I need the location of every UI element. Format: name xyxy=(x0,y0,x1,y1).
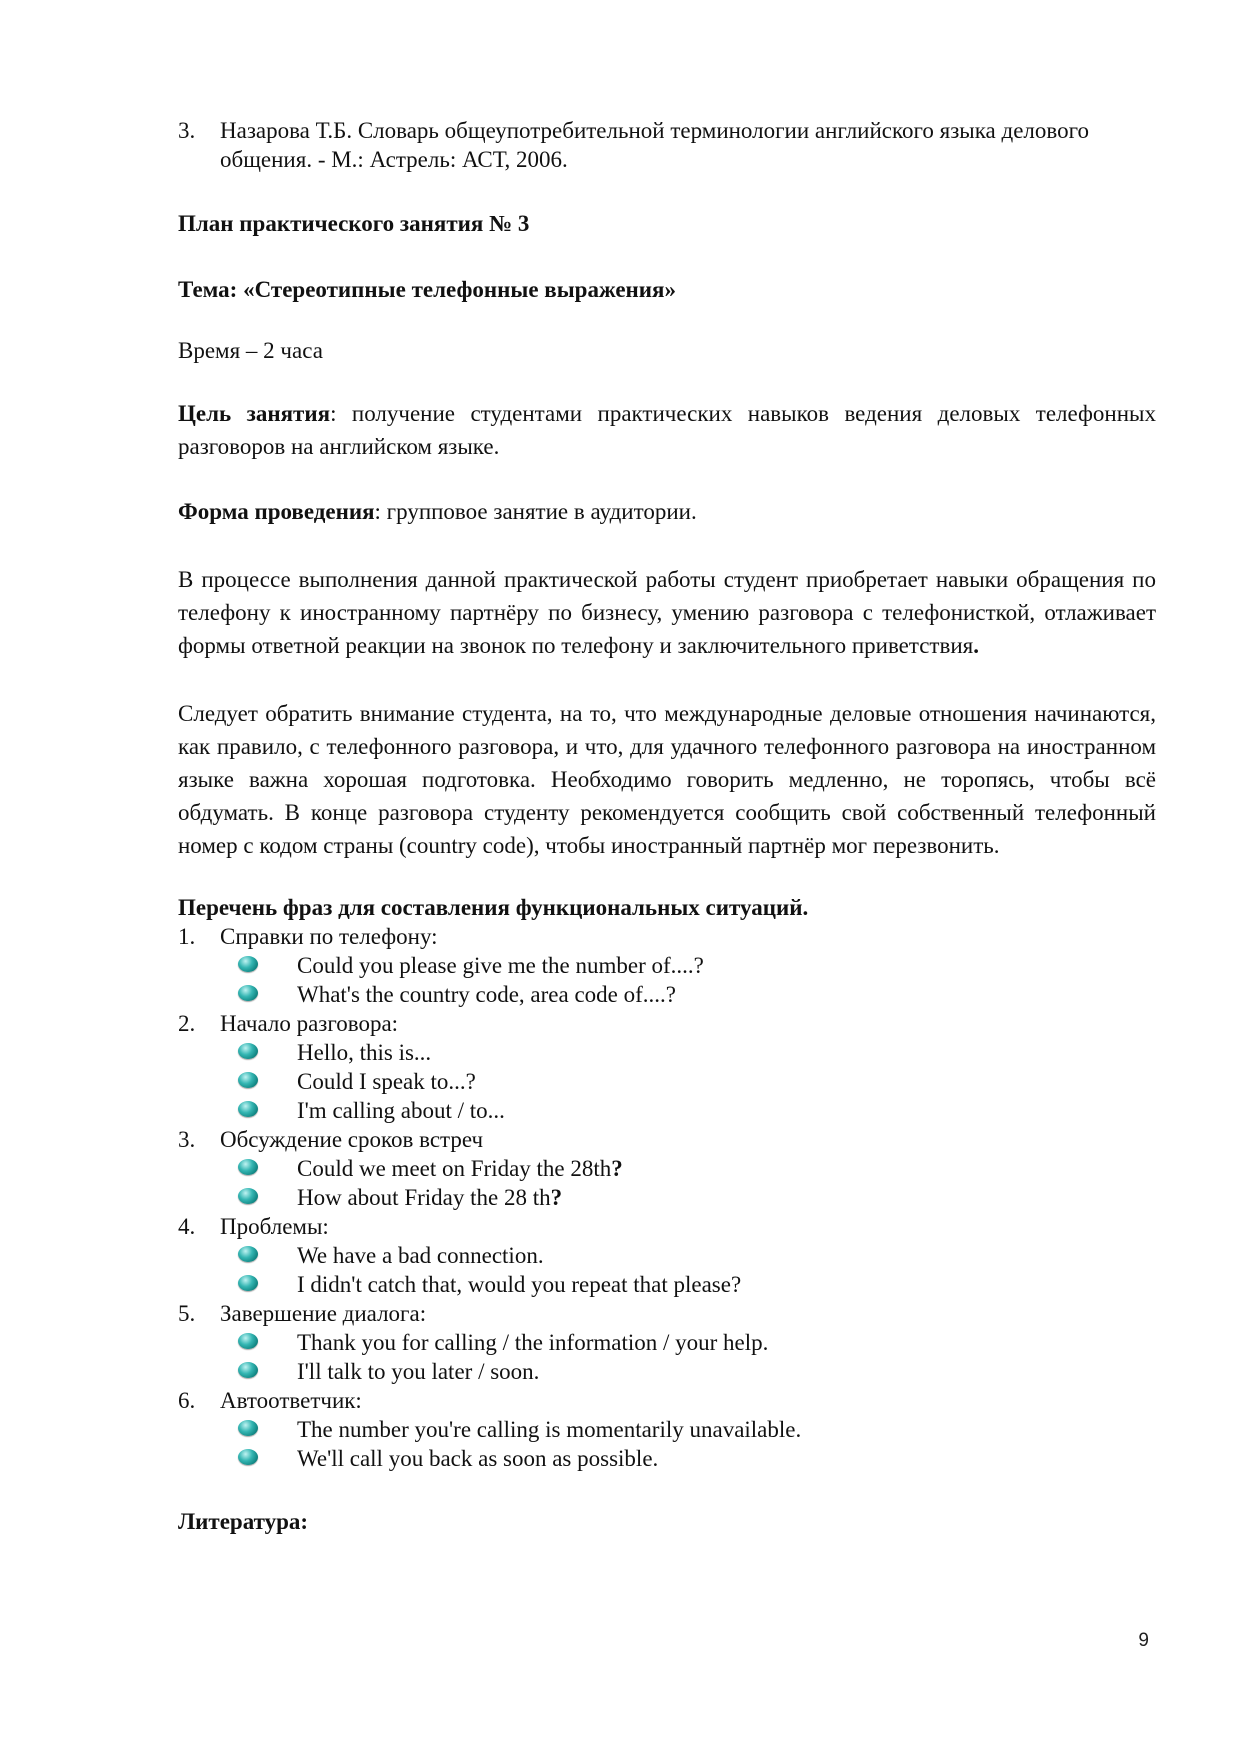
phrase-text: I didn't catch that, would you repeat that please? xyxy=(297,1272,742,1297)
page-number: 9 xyxy=(1138,1630,1149,1651)
phrase-text: Could I speak to...? xyxy=(297,1069,476,1094)
process-paragraph xyxy=(178,563,1156,662)
teal-bullet-icon xyxy=(238,1420,258,1436)
phrase-item xyxy=(178,980,1156,1009)
phrase-text: I'll talk to you later / soon. xyxy=(297,1359,540,1384)
section-number: 2. xyxy=(178,1011,196,1036)
teal-bullet-icon xyxy=(238,1362,258,1378)
document-page xyxy=(178,116,1156,1536)
teal-bullet-icon xyxy=(238,1043,258,1059)
section-item xyxy=(178,922,1156,951)
section-item xyxy=(178,1009,1156,1038)
phrase-text: The number you're calling is momentarily unavailable. xyxy=(297,1417,802,1442)
teal-bullet-icon xyxy=(238,1449,258,1465)
literature-title: Литература: xyxy=(178,1509,309,1534)
phrase-text: We'll call you back as soon as possible. xyxy=(297,1446,659,1471)
phrase-text: Could we meet on Friday the 28th xyxy=(297,1156,612,1181)
goal-paragraph xyxy=(178,397,1156,463)
section-title: Обсуждение сроков встреч xyxy=(220,1127,484,1152)
phrase-item xyxy=(178,1444,1156,1473)
teal-bullet-icon xyxy=(238,1159,258,1175)
form-paragraph xyxy=(178,495,1156,528)
phrase-item xyxy=(178,1096,1156,1125)
section-item xyxy=(178,1299,1156,1328)
phrase-item xyxy=(178,1183,1156,1212)
phrase-item xyxy=(178,1241,1156,1270)
teal-bullet-icon xyxy=(238,1188,258,1204)
section-item xyxy=(178,1212,1156,1241)
teal-bullet-icon xyxy=(238,985,258,1001)
reference-number: 3. xyxy=(178,118,196,143)
phrase-item xyxy=(178,1038,1156,1067)
section-title: Проблемы: xyxy=(220,1214,329,1239)
attention-paragraph: Следует обратить внимание студента, на то, что международные деловые отношения начинаются, как правило, с телефонного разговора, и что, для удачного телефонного разговора на иностранном языке важна хорошая подготовка. Необходимо говорить медленно, не торопясь, чтобы всё обдумать. В конце разговора студенту рекомендуется сообщить свой собственный телефонный номер с кодом страны (country code), чтобы иностранный партнёр мог перезвонить. xyxy=(178,701,1156,858)
section-title: Начало разговора: xyxy=(220,1011,399,1036)
phrase-text: How about Friday the 28 th xyxy=(297,1185,551,1210)
plan-title: План практического занятия № 3 xyxy=(178,211,530,236)
section-number: 1. xyxy=(178,924,196,949)
phrase-item xyxy=(178,1357,1156,1386)
phrase-item xyxy=(178,951,1156,980)
section-item xyxy=(178,1386,1156,1415)
reference-item xyxy=(178,116,1156,174)
section-item xyxy=(178,1125,1156,1154)
section-number: 3. xyxy=(178,1127,196,1152)
form-text: : групповое занятие в аудитории. xyxy=(374,499,697,524)
teal-bullet-icon xyxy=(238,1101,258,1117)
phrase-bold-end: ? xyxy=(550,1185,563,1210)
phrase-item xyxy=(178,1328,1156,1357)
section-number: 5. xyxy=(178,1301,196,1326)
phrases-title: Перечень фраз для составления функциональных ситуаций. xyxy=(178,895,809,920)
phrase-text: Hello, this is... xyxy=(297,1040,432,1065)
phrase-item xyxy=(178,1154,1156,1183)
teal-bullet-icon xyxy=(238,1275,258,1291)
reference-text: Назарова Т.Б. Словарь общеупотребительной терминологии английского языка делового общения. - М.: Астрель: АСТ, 2006. xyxy=(220,118,1089,172)
phrase-sections xyxy=(178,922,1156,1473)
phrase-text: We have a bad connection. xyxy=(297,1243,544,1268)
process-end: . xyxy=(973,633,979,658)
goal-label: Цель занятия xyxy=(178,401,331,426)
teal-bullet-icon xyxy=(238,956,258,972)
section-title: Автоответчик: xyxy=(220,1388,362,1413)
phrase-text: Could you please give me the number of....? xyxy=(297,953,704,978)
time-line: Время – 2 часа xyxy=(178,338,323,363)
teal-bullet-icon xyxy=(238,1333,258,1349)
form-label: Форма проведения xyxy=(178,499,375,524)
phrase-text: I'm calling about / to... xyxy=(297,1098,505,1123)
process-text: В процессе выполнения данной практической работы студент приобретает навыки обращения по телефону к иностранному партнёру по бизнесу, умению разговора с телефонисткой, отлаживает формы ответной реакции на звонок по телефону и заключительного приветствия xyxy=(178,567,1156,658)
phrase-bold-end: ? xyxy=(611,1156,623,1181)
teal-bullet-icon xyxy=(238,1072,258,1088)
phrase-text: What's the country code, area code of....? xyxy=(297,982,676,1007)
theme-heading: Тема: «Стереотипные телефонные выражения» xyxy=(178,277,677,302)
section-number: 4. xyxy=(178,1214,196,1239)
section-title: Справки по телефону: xyxy=(220,924,438,949)
phrase-item xyxy=(178,1067,1156,1096)
phrase-item xyxy=(178,1415,1156,1444)
section-number: 6. xyxy=(178,1388,196,1413)
goal-text: : получение студентами практических навыков ведения деловых телефонных разговоров на английском языке. xyxy=(178,401,1156,459)
teal-bullet-icon xyxy=(238,1246,258,1262)
section-title: Завершение диалога: xyxy=(220,1301,427,1326)
phrase-item xyxy=(178,1270,1156,1299)
phrase-text: Thank you for calling / the information / your help. xyxy=(297,1330,769,1355)
